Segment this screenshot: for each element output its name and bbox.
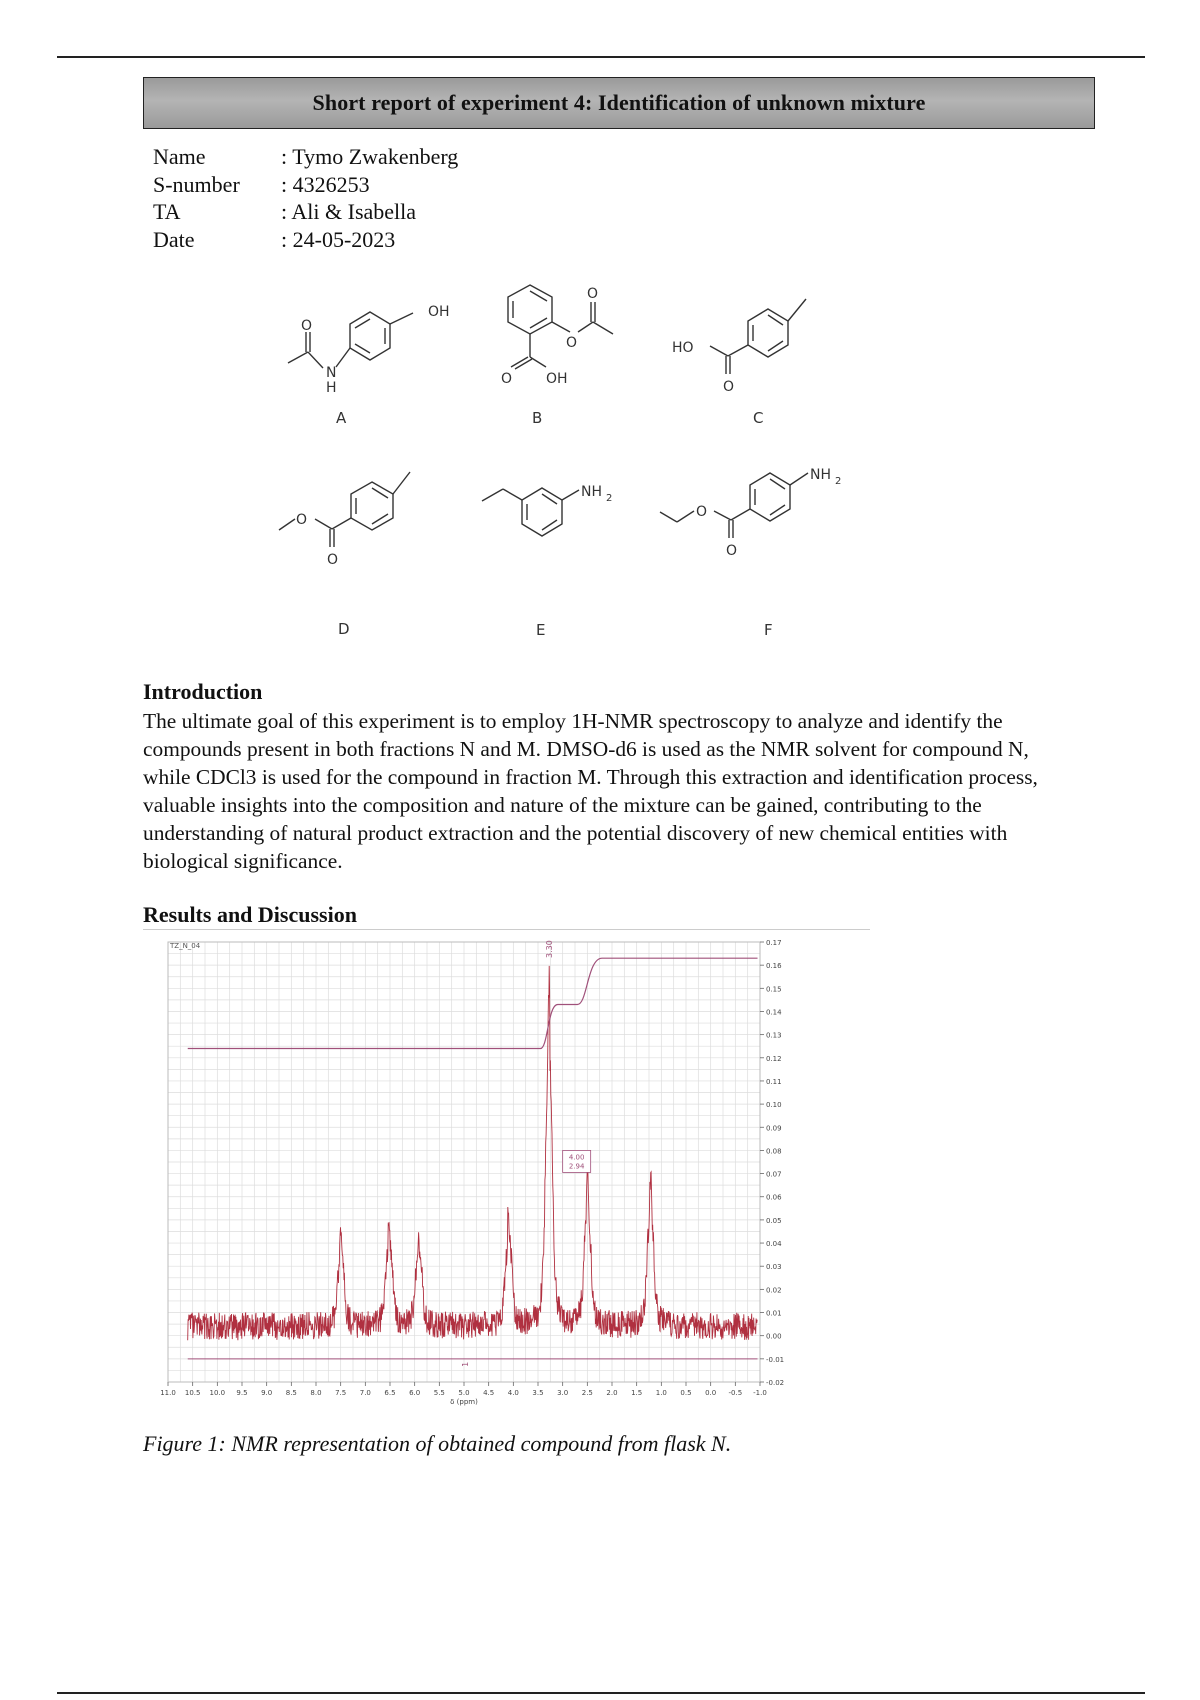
structure-label-b: B xyxy=(532,409,543,427)
atom-o: O xyxy=(301,318,313,334)
y-tick-label: 0.07 xyxy=(766,1170,782,1179)
meta-row-date xyxy=(153,226,458,254)
x-axis-label: δ (ppm) xyxy=(450,1398,478,1406)
x-tick-label: 4.0 xyxy=(507,1389,519,1397)
structures-svg xyxy=(270,270,930,655)
atom-o: O xyxy=(296,512,308,528)
y-tick-label: -0.01 xyxy=(766,1355,785,1364)
atom-o: O xyxy=(723,379,735,395)
y-tick-label: 0.15 xyxy=(766,985,782,994)
y-tick-label: 0.11 xyxy=(766,1077,782,1086)
y-tick-label: 0.04 xyxy=(766,1240,782,1249)
x-tick-label: 6.5 xyxy=(384,1389,396,1397)
y-tick-label: 0.01 xyxy=(766,1309,782,1318)
atom-o: O xyxy=(726,543,738,559)
nmr-spectrum xyxy=(160,937,860,1427)
meta-row-s-number xyxy=(153,171,458,199)
meta-key: Name xyxy=(153,144,206,169)
x-tick-label: -1.0 xyxy=(753,1389,767,1397)
bottom-rule xyxy=(57,1692,1145,1694)
x-tick-label: 0.0 xyxy=(705,1389,717,1397)
y-tick-label: 0.14 xyxy=(766,1008,782,1017)
y-tick-label: 0.08 xyxy=(766,1147,782,1156)
y-tick-label: 0.06 xyxy=(766,1193,782,1202)
atom-o: O xyxy=(566,335,578,351)
x-tick-label: 0.5 xyxy=(680,1389,692,1397)
y-tick-label: 0.17 xyxy=(766,939,782,947)
atom-oh: OH xyxy=(546,371,568,387)
chemical-structures xyxy=(270,270,930,655)
structure-label-e: E xyxy=(536,621,546,639)
x-tick-label: 5.5 xyxy=(433,1389,445,1397)
x-tick-label: 11.0 xyxy=(160,1389,176,1397)
atom-nh2: NH xyxy=(581,484,602,500)
report-title-box xyxy=(143,77,1095,129)
x-tick-label: 7.5 xyxy=(335,1389,347,1397)
atom-n: N xyxy=(326,365,337,381)
atom-o: O xyxy=(696,504,708,520)
structure-f xyxy=(660,467,841,639)
meta-value: : 24-05-2023 xyxy=(281,226,396,252)
y-tick-label: 0.13 xyxy=(766,1031,782,1040)
atom-oh: OH xyxy=(428,304,450,320)
atom-nh2: NH xyxy=(810,467,831,483)
introduction-heading: Introduction xyxy=(143,679,263,704)
atom-subscript: 2 xyxy=(835,476,842,487)
y-tick-label: 0.03 xyxy=(766,1263,782,1272)
atom-o: O xyxy=(587,286,599,302)
x-tick-label: 4.5 xyxy=(483,1389,495,1397)
x-tick-label: 2.0 xyxy=(606,1389,618,1397)
meta-value: : Tymo Zwakenberg xyxy=(281,144,459,169)
introduction-text: The ultimate goal of this experiment is to employ 1H-NMR spectroscopy to analyze and identify the compounds present in both fractions N and M. DMSO-d6 is used as the NMR solvent for compound N, while CDCl3 is used for the compound in fraction M. Through this extraction and identification process, valuable insights into the composition and nature of the mixture can be gained, contributing to the understanding of natural product extraction and the potential discovery of new chemical entities with biological significance. xyxy=(143,709,1038,873)
x-tick-label: 1.5 xyxy=(631,1389,643,1397)
structure-e xyxy=(482,484,612,639)
x-tick-label: -0.5 xyxy=(728,1389,743,1397)
structure-c xyxy=(672,299,806,427)
meta-value: : Ali & Isabella xyxy=(281,199,417,224)
structure-label-f: F xyxy=(764,621,773,639)
y-tick-label: 0.09 xyxy=(766,1124,782,1133)
integral-box-value: 4.00 xyxy=(568,1153,585,1162)
y-tick-label: -0.02 xyxy=(766,1379,785,1387)
structure-label-d: D xyxy=(338,620,350,638)
x-tick-label: 10.0 xyxy=(209,1389,226,1397)
figure-caption: Figure 1: NMR representation of obtained compound from flask N. xyxy=(143,1431,732,1456)
meta-row-ta xyxy=(153,198,458,226)
results-divider xyxy=(143,929,870,930)
meta-value: : 4326253 xyxy=(281,171,370,197)
atom-subscript: 2 xyxy=(606,493,613,504)
meta-key: Date xyxy=(153,226,195,252)
spectrum-trace xyxy=(188,966,758,1340)
x-tick-label: 3.0 xyxy=(557,1389,569,1397)
top-rule xyxy=(57,56,1145,58)
x-tick-label: 5.0 xyxy=(458,1389,470,1397)
file-label: TZ_N_04 xyxy=(170,942,201,950)
meta-row-name xyxy=(153,143,458,171)
report-title: Short report of experiment 4: Identification of unknown mixture xyxy=(312,90,926,115)
y-tick-label: 0.10 xyxy=(766,1101,782,1110)
results-heading: Results and Discussion xyxy=(143,902,357,927)
structure-label-a: A xyxy=(336,409,347,427)
y-tick-label: 0.00 xyxy=(766,1332,782,1341)
structure-d xyxy=(279,472,410,638)
y-tick-label: 0.02 xyxy=(766,1286,782,1295)
structure-a xyxy=(288,304,450,427)
atom-ho: HO xyxy=(672,340,694,356)
x-tick-label: 9.5 xyxy=(236,1389,248,1397)
x-tick-label: 6.0 xyxy=(409,1389,421,1397)
structure-label-c: C xyxy=(753,409,764,427)
structure-b xyxy=(501,285,613,427)
x-tick-label: 10.5 xyxy=(184,1389,201,1397)
x-tick-label: 7.0 xyxy=(359,1389,371,1397)
x-tick-label: 1.0 xyxy=(655,1389,667,1397)
report-metadata xyxy=(153,143,458,253)
atom-h: H xyxy=(326,380,337,396)
peak-label: 3.30 xyxy=(544,940,554,958)
x-tick-label: 9.0 xyxy=(261,1389,273,1397)
y-tick-label: 0.16 xyxy=(766,962,782,971)
integral-label: 1 xyxy=(461,1361,470,1367)
y-tick-label: 0.12 xyxy=(766,1054,782,1063)
atom-o: O xyxy=(327,552,339,568)
meta-key: S-number xyxy=(153,171,240,197)
x-tick-label: 8.0 xyxy=(310,1389,322,1397)
integral-box-value: 2.94 xyxy=(568,1162,585,1171)
y-tick-label: 0.05 xyxy=(766,1216,782,1225)
nmr-chart xyxy=(160,937,860,1427)
atom-o: O xyxy=(501,371,513,387)
x-tick-label: 2.5 xyxy=(581,1389,593,1397)
x-tick-label: 8.5 xyxy=(285,1389,297,1397)
x-tick-label: 3.5 xyxy=(532,1389,544,1397)
meta-key: TA xyxy=(153,199,181,224)
